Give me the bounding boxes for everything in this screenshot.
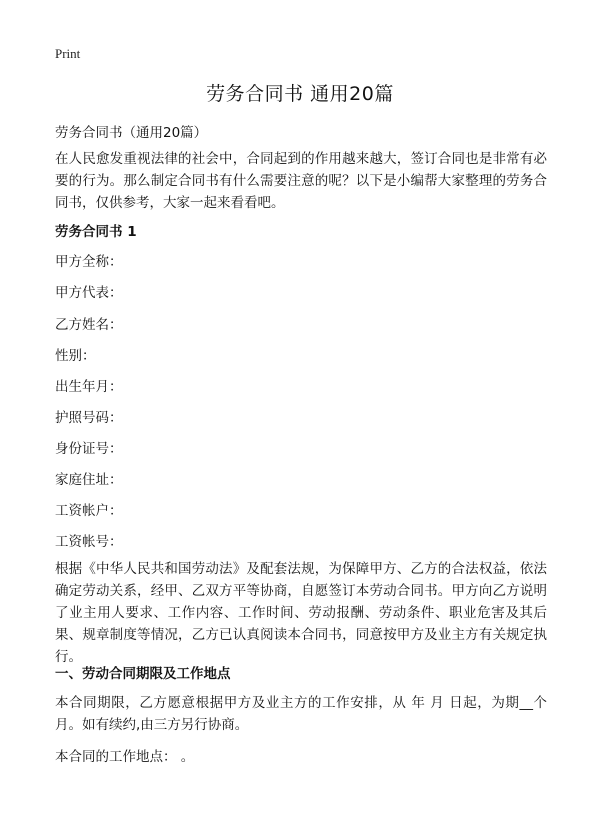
term-paragraph: 本合同期限，乙方愿意根据甲方及业主方的工作安排，从 年 月 日起，为期__个月。如有续约,由三方另行协商。 bbox=[55, 695, 547, 733]
field-passport-number: 护照号码： bbox=[55, 410, 123, 426]
field-gender: 性别： bbox=[55, 348, 96, 364]
document-subtitle: 劳务合同书（通用20篇） bbox=[55, 125, 208, 141]
body-paragraph: 根据《中华人民共和国劳动法》及配套法规，为保障甲方、乙方的合法权益，依法确定劳动关系，经甲、乙双方平等协商，自愿签订本劳动合同书。甲方向乙方说明了业主用人要求、工作内容、工作时间、劳动报酬、劳动条件、职业危害及其后果、规章制度等情况，乙方已认真阅读本合同书，同意按甲方及业主方有关规定执行。 bbox=[55, 561, 547, 665]
field-party-a-name: 甲方全称： bbox=[55, 254, 123, 270]
section-heading-contract-1: 劳务合同书 1 bbox=[55, 224, 137, 240]
field-home-address: 家庭住址： bbox=[55, 472, 123, 488]
intro-paragraph: 在人民愈发重视法律的社会中，合同起到的作用越来越大，签订合同也是非常有必要的行为。那么制定合同书有什么需要注意的呢？以下是小编帮大家整理的劳务合同书，仅供参考，大家一起来看看吧。 bbox=[55, 151, 547, 211]
field-id-number: 身份证号： bbox=[55, 441, 123, 457]
field-salary-account-number: 工资帐号： bbox=[55, 534, 123, 550]
document-title: 劳务合同书 通用20篇 bbox=[206, 83, 394, 105]
field-salary-account: 工资帐户： bbox=[55, 503, 123, 519]
field-birth-date: 出生年月： bbox=[55, 379, 123, 395]
field-party-a-representative: 甲方代表： bbox=[55, 285, 123, 301]
location-line: 本合同的工作地点： 。 bbox=[55, 749, 195, 765]
field-party-b-name: 乙方姓名： bbox=[55, 317, 123, 333]
print-link[interactable]: Print bbox=[55, 46, 81, 61]
section-heading-term-location: 一、劳动合同期限及工作地点 bbox=[55, 666, 231, 682]
